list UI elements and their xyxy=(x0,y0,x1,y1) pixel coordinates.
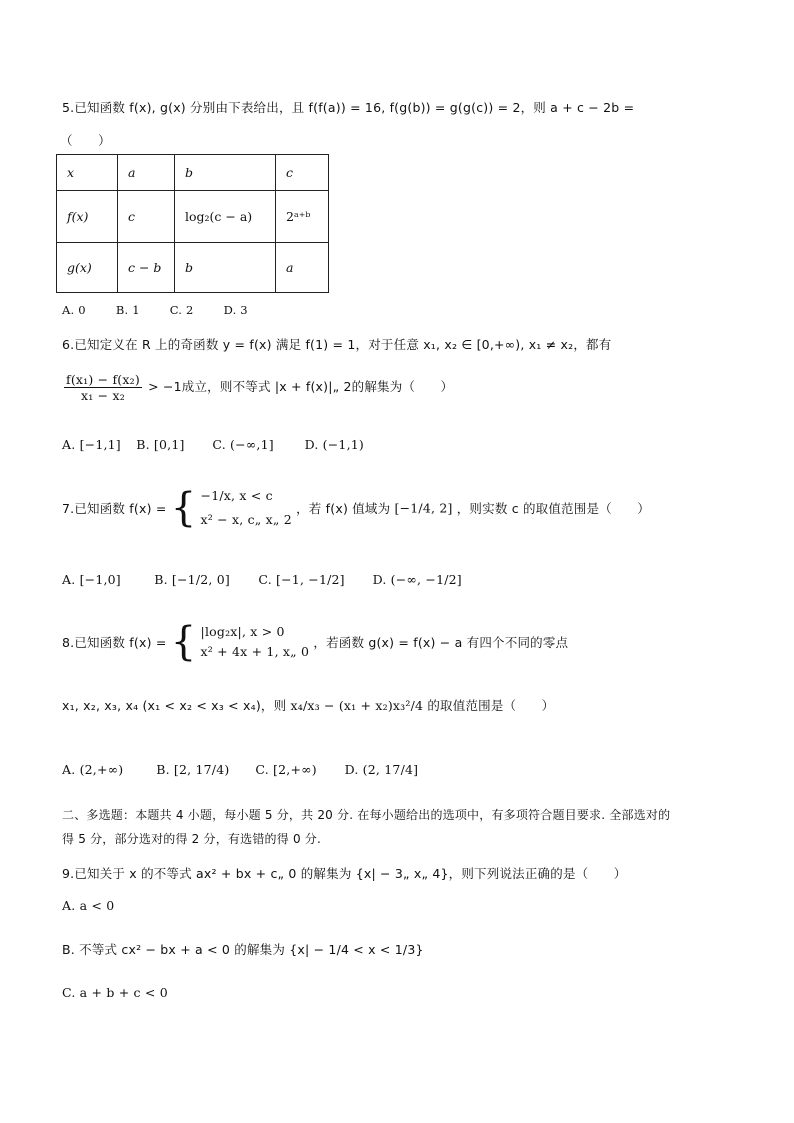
q8-option-d[interactable]: D. (2, 17/4] xyxy=(344,762,419,777)
q7-line xyxy=(62,484,650,532)
table-row-f-a: c xyxy=(118,191,175,243)
q7-option-a[interactable]: A. [−1,0] xyxy=(62,572,121,587)
q6-line1: 6.已知定义在 R 上的奇函数 y = f(x) 满足 f(1) = 1，对于任意 x₁, x₂ ∈ [0,+∞), x₁ ≠ x₂，都有 xyxy=(62,337,612,352)
section2-line2: 得 5 分，部分选对的得 2 分，有选错的得 0 分. xyxy=(62,832,322,846)
table-row-g-label: g(x) xyxy=(57,243,118,293)
q6-line2 xyxy=(62,372,453,403)
section2-line1: 二、多选题：本题共 4 小题，每小题 5 分，共 20 分. 在每小题给出的选项中，有多项符合题目要求. 全部选对的 xyxy=(62,808,671,822)
table-row-g-c: a xyxy=(276,243,329,293)
table-row-g-b: b xyxy=(175,243,276,293)
q8-line2 xyxy=(62,696,554,714)
q8-options xyxy=(62,762,418,777)
q5-options xyxy=(62,303,248,317)
q7-prefix: 7.已知函数 f(x) = xyxy=(62,501,167,516)
q8-option-b[interactable]: B. [2, 17/4) xyxy=(156,762,230,777)
q9-option-c[interactable]: C. a + b + c < 0 xyxy=(62,985,168,1000)
q6-frac-num: f(x₁) − f(x₂) xyxy=(66,372,140,387)
q6-fraction xyxy=(64,372,142,403)
q8-case2: x² + 4x + 1, x„ 0 xyxy=(200,644,310,659)
q5-option-c[interactable]: C. 2 xyxy=(169,303,194,317)
q8-suffix: ，若函数 g(x) = f(x) − a 有四个不同的零点 xyxy=(313,635,569,650)
table-header-x: x xyxy=(57,155,118,191)
q8-option-c[interactable]: C. [2,+∞) xyxy=(255,762,317,777)
q5-option-a[interactable]: A. 0 xyxy=(62,303,86,317)
q6-options xyxy=(62,437,364,452)
q8-prefix: 8.已知函数 f(x) = xyxy=(62,635,167,650)
q7-suffix: ，则实数 c 的取值范围是（ ） xyxy=(456,501,650,516)
q7-brace-icon: { xyxy=(170,485,197,531)
q9-stem: 9.已知关于 x 的不等式 ax² + bx + c„ 0 的解集为 {x| − 3„ x„ 4}，则下列说法正确的是（ ） xyxy=(62,866,627,881)
q7-case2: x² − x, c„ x„ 2 xyxy=(200,512,292,527)
q8-brace-icon: { xyxy=(170,619,197,665)
q8-case1: |log₂x|, x > 0 xyxy=(200,624,285,639)
q6-frac-den: x₁ − x₂ xyxy=(80,388,125,403)
q6-option-c[interactable]: C. (−∞,1] xyxy=(212,437,274,452)
q5-option-d[interactable]: D. 3 xyxy=(223,303,248,317)
q8-expr: x₄/x₃ − (x₁ + x₂)x₃²/4 xyxy=(290,698,424,713)
q5-function-table xyxy=(56,154,329,293)
q7-middle: ，若 f(x) 值域为 xyxy=(296,501,391,516)
q6-line2-rest: > −1成立，则不等式 |x + f(x)|„ 2的解集为（ ） xyxy=(148,379,454,394)
q5-paren: （ ） xyxy=(60,133,111,148)
q9-option-b[interactable]: B. 不等式 cx² − bx + a < 0 的解集为 {x| − 1/4 < x < 1/3} xyxy=(62,942,424,957)
table-row-f-b: log₂(c − a) xyxy=(175,191,276,243)
q8-line2-prefix: x₁, x₂, x₃, x₄ (x₁ < x₂ < x₃ < x₄)，则 xyxy=(62,698,287,713)
q7-range: [−1/4, 2] xyxy=(394,500,453,516)
table-header-b: b xyxy=(175,155,276,191)
q6-option-a[interactable]: A. [−1,1] xyxy=(62,437,121,452)
q7-option-b[interactable]: B. [−1/2, 0] xyxy=(154,572,230,587)
q6-option-b[interactable]: B. [0,1] xyxy=(136,437,185,452)
table-row-f-label: f(x) xyxy=(57,191,118,243)
q7-option-d[interactable]: D. (−∞, −1/2] xyxy=(372,572,462,587)
q8-line1 xyxy=(62,619,569,665)
q8-line2-suffix: 的取值范围是（ ） xyxy=(427,698,555,713)
q7-case1: −1/x, x < c xyxy=(200,488,273,503)
q6-option-d[interactable]: D. (−1,1) xyxy=(304,437,364,452)
q5-stem: 5.已知函数 f(x), g(x) 分别由下表给出，且 f(f(a)) = 16, f(g(b)) = g(g(c)) = 2，则 a + c − 2b = xyxy=(62,100,635,115)
table-row-f-c: 2ᵃ⁺ᵇ xyxy=(276,191,329,243)
q5-option-b[interactable]: B. 1 xyxy=(115,303,140,317)
table-row-g-a: c − b xyxy=(118,243,175,293)
q8-option-a[interactable]: A. (2,+∞) xyxy=(62,762,124,777)
q7-option-c[interactable]: C. [−1, −1/2] xyxy=(258,572,345,587)
q7-options xyxy=(62,572,462,587)
q9-option-a[interactable]: A. a < 0 xyxy=(62,898,115,913)
table-header-c: c xyxy=(276,155,329,191)
table-header-a: a xyxy=(118,155,175,191)
